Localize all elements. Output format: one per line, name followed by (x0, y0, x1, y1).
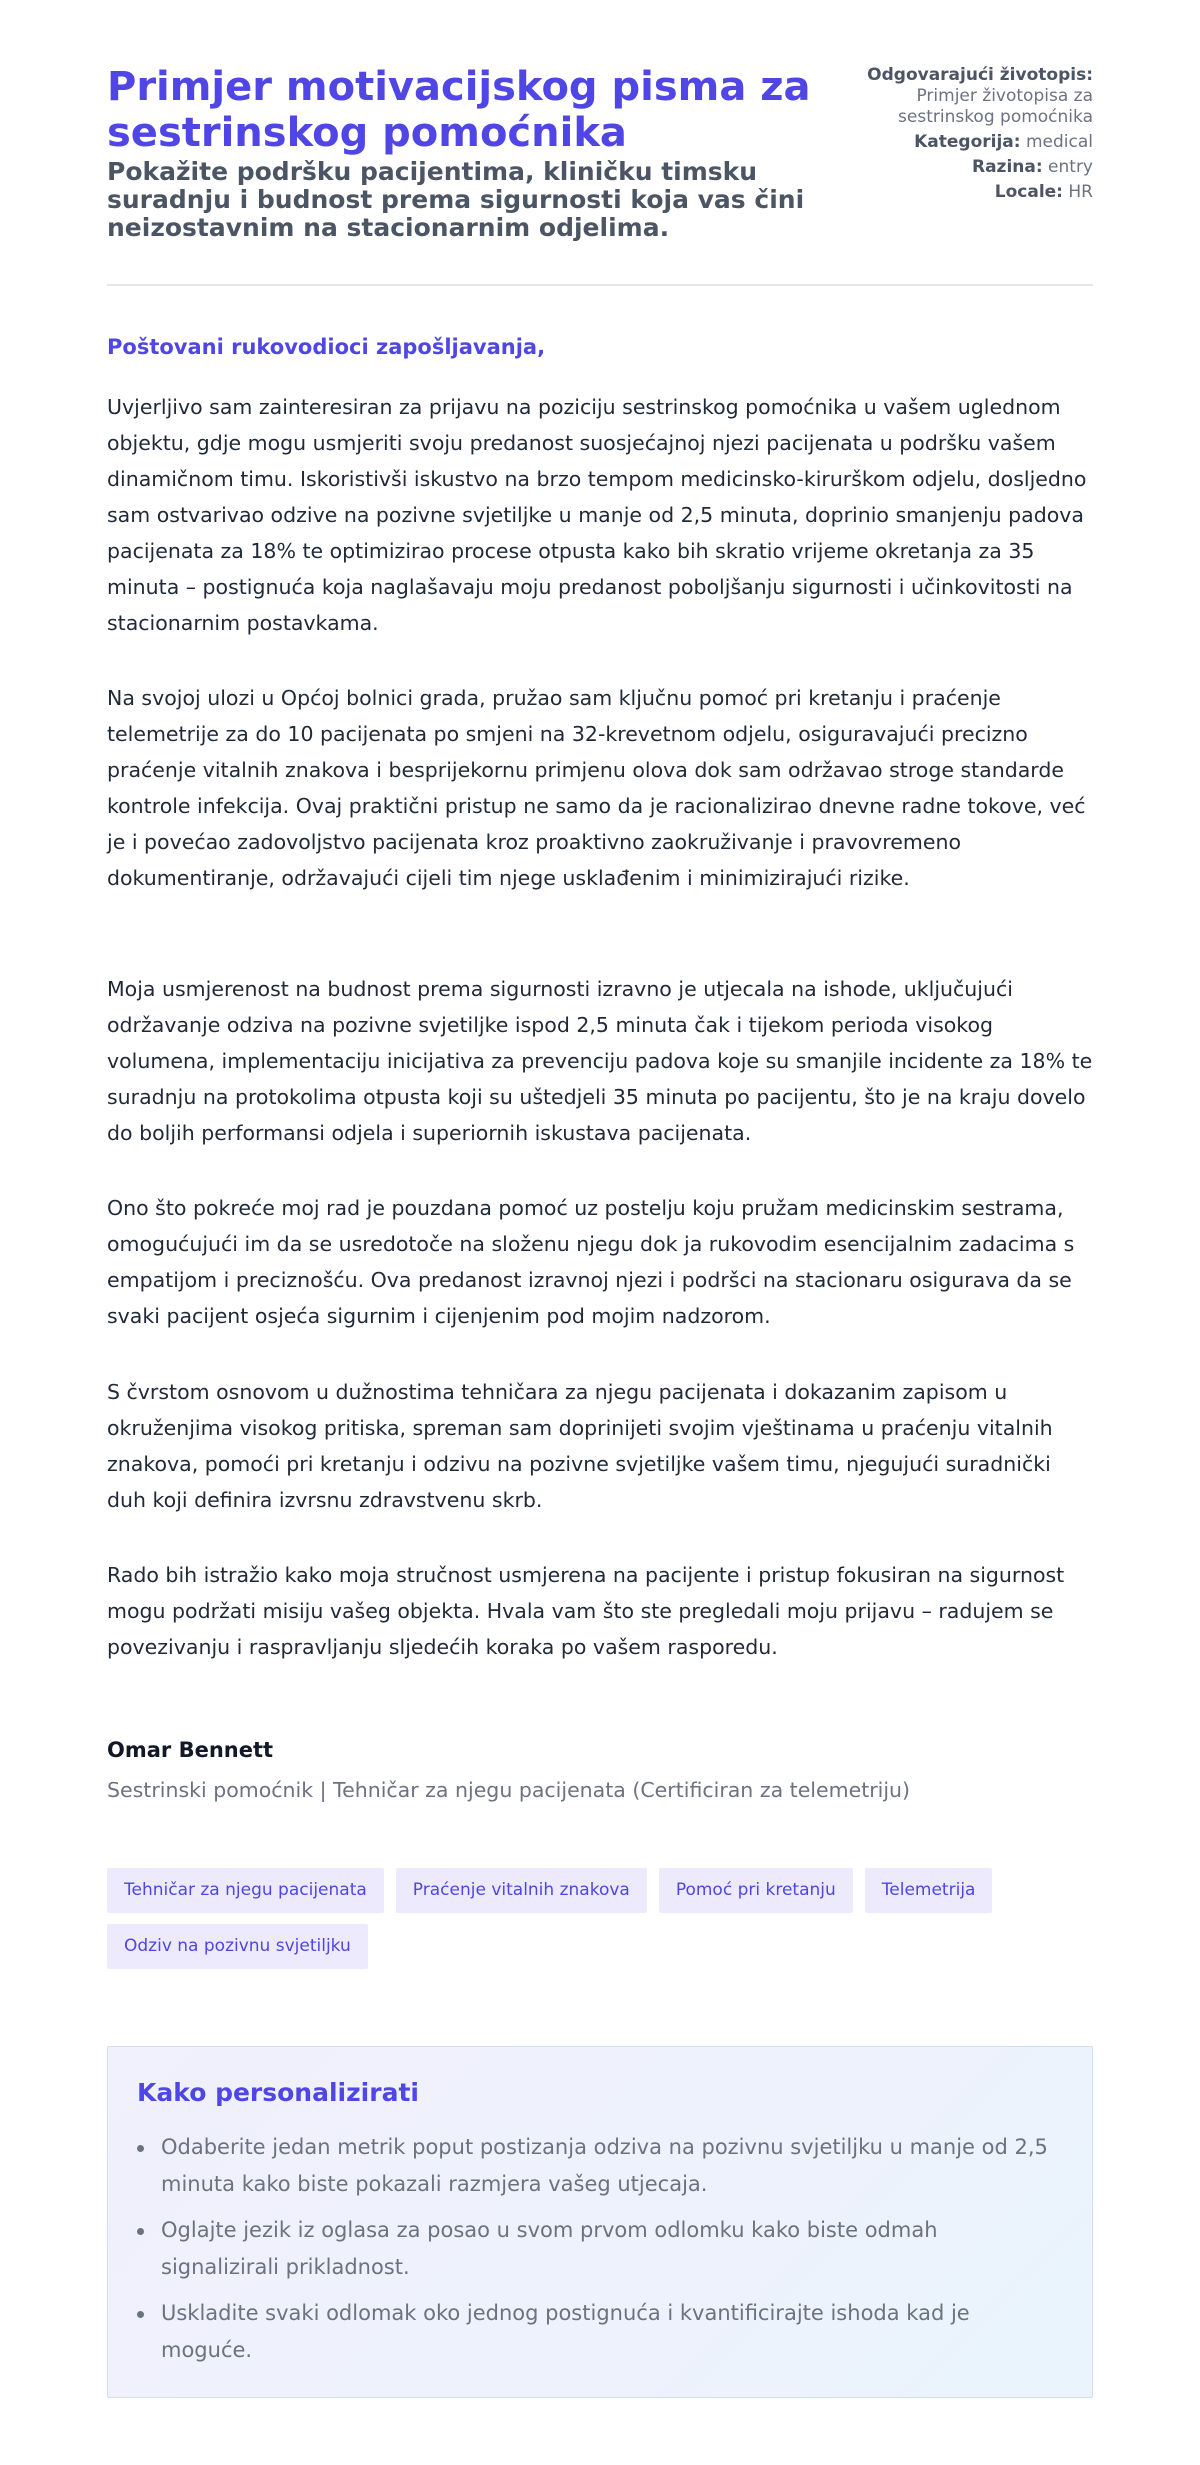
tips-item: Uskladite svaki odlomak oko jednog postignuća i kvantificirajte ishoda kad je moguće. (161, 2295, 1051, 2369)
letter-paragraph-6: Rado bih istražio kako moja stručnost usmjerena na pacijente i pristup fokusiran na sigurnost mogu podržati misiju vašeg objekta. Hvala vam što ste pregledali moju prijavu – radujem se povezivanju i raspravljanju sljedećih koraka po vašem rasporedu. (107, 1563, 1065, 1659)
tag-mobility-assist[interactable]: Pomoć pri kretanju (659, 1868, 853, 1913)
letter-paragraph-3: Moja usmjerenost na budnost prema sigurnosti izravno je utjecala na ishode, uključujući održavanje odziva na pozivne svjetiljke ispod 2,5 minuta čak i tijekom perioda visokog volumena, implementaciju inicijativa za prevenciju padova koje su smanjile incidente za 18% te suradnju na protokolima otpusta koji su uštedjeli 35 minuta po pacijentu, što je na kraju dovelo do boljih performansi odjela i superiornih iskustava pacijenata. (107, 977, 1093, 1145)
meta-level (863, 157, 1093, 178)
tips-item: Odaberite jedan metrik poput postizanja odziva na pozivnu svjetiljku u manje od 2,5 minuta kako biste pokazali razmjera vašeg utjecaja. (161, 2129, 1051, 2203)
meta-resume-value: Primjer životopisa za sestrinskog pomoćnika (898, 86, 1093, 127)
page-title: Primjer motivacijskog pisma za sestrinskog pomoćnika (107, 64, 811, 156)
letter-paragraph-4: Ono što pokreće moj rad je pouzdana pomoć uz postelju koju pružam medicinskim sestrama, omogućujući im da se usredotoče na složenu njegu dok ja rukovodim esencijalnim zadacima s empatijom i preciznošću. Ova predanost izravnoj njezi i podršci na stacionaru osigurava da se svaki pacijent osjeća sigurnim i cijenjenim pod mojim nadzorom. (107, 1196, 1075, 1328)
meta-resume-label: Odgovarajući životopis: (867, 65, 1093, 85)
tips-item: Oglajte jezik iz oglasa za posao u svom prvom odlomku kako biste odmah signalizirali prikladnost. (161, 2212, 1051, 2286)
signature-role: Sestrinski pomoćnik | Tehničar za njegu pacijenata (Certificiran za telemetriju) (107, 1778, 911, 1802)
tag-vital-signs[interactable]: Praćenje vitalnih znakova (396, 1868, 647, 1913)
page-header (107, 0, 1093, 286)
personalize-tips-box (107, 2046, 1093, 2398)
content (107, 0, 1093, 2362)
letter-greeting: Poštovani rukovodioci zapošljavanja, (107, 335, 546, 359)
tag-patient-care-tech[interactable]: Tehničar za njegu pacijenata (107, 1868, 384, 1913)
meta-category-label: Kategorija: (914, 132, 1021, 152)
meta-category-value: medical (1025, 132, 1093, 152)
tag-call-light-response[interactable]: Odziv na pozivnu svjetiljku (107, 1924, 368, 1969)
meta-info (863, 65, 1093, 207)
letter-paragraph-1: Uvjerljivo sam zainteresiran za prijavu na poziciju sestrinskog pomoćnika u vašem uglednom objektu, gdje mogu usmjeriti svoju predanost suosjećajnoj njezi pacijenata u podršku vašem dinamičnom timu. Iskoristivši iskustvo na brzo tempom medicinsko-kirurškom odjelu, dosljedno sam ostvarivao odzive na pozivne svjetiljke u manje od 2,5 minuta, doprinio smanjenju padova pacijenata za 18% te optimizirao procese otpusta kako bih skratio vrijeme okretanja za 35 minuta – postignuća koja naglašavaju moju predanost poboljšanju sigurnosti i učinkovitosti na stacionarnim postavkama. (107, 395, 1087, 635)
meta-locale-value: HR (1068, 182, 1093, 202)
meta-locale-label: Locale: (994, 182, 1063, 202)
meta-resume (863, 65, 1093, 128)
meta-level-label: Razina: (971, 157, 1043, 177)
signature-name: Omar Bennett (107, 1738, 274, 1762)
meta-category (863, 132, 1093, 153)
letter-paragraph-5: S čvrstom osnovom u dužnostima tehničara za njegu pacijenata i dokazanim zapisom u okruženjima visokog pritiska, spreman sam doprinijeti svojim vještinama u praćenju vitalnih znakova, pomoći pri kretanju i odzivu na pozivne svjetiljke vašem timu, njegujući suradnički duh koji definira izvrsnu zdravstvenu skrb. (107, 1380, 1053, 1512)
skill-tags (107, 1868, 1093, 1969)
meta-locale (863, 182, 1093, 203)
tips-list (161, 2129, 1051, 2378)
meta-level-value: entry (1048, 157, 1093, 177)
letter-paragraph-2: Na svojoj ulozi u Općoj bolnici grada, pružao sam ključnu pomoć pri kretanju i praćenje telemetrije za do 10 pacijenata po smjeni na 32-krevetnom odjelu, osiguravajući precizno praćenje vitalnih znakova i besprijekornu primjenu olova dok sam održavao stroge standarde kontrole infekcija. Ovaj praktični pristup ne samo da je racionalizirao dnevne radne tokove, već je i povećao zadovoljstvo pacijenata kroz proaktivno zaokruživanje i pravovremeno dokumentiranje, održavajući cijeli tim njege usklađenim i minimizirajući rizike. (107, 686, 1086, 890)
page-subtitle: Pokažite podršku pacijentima, kliničku timsku suradnju i budnost prema sigurnosti koja vas čini neizostavnim na stacionarnim odjelima. (107, 157, 805, 242)
tag-telemetry[interactable]: Telemetrija (865, 1868, 993, 1913)
tips-title: Kako personalizirati (137, 2078, 419, 2107)
